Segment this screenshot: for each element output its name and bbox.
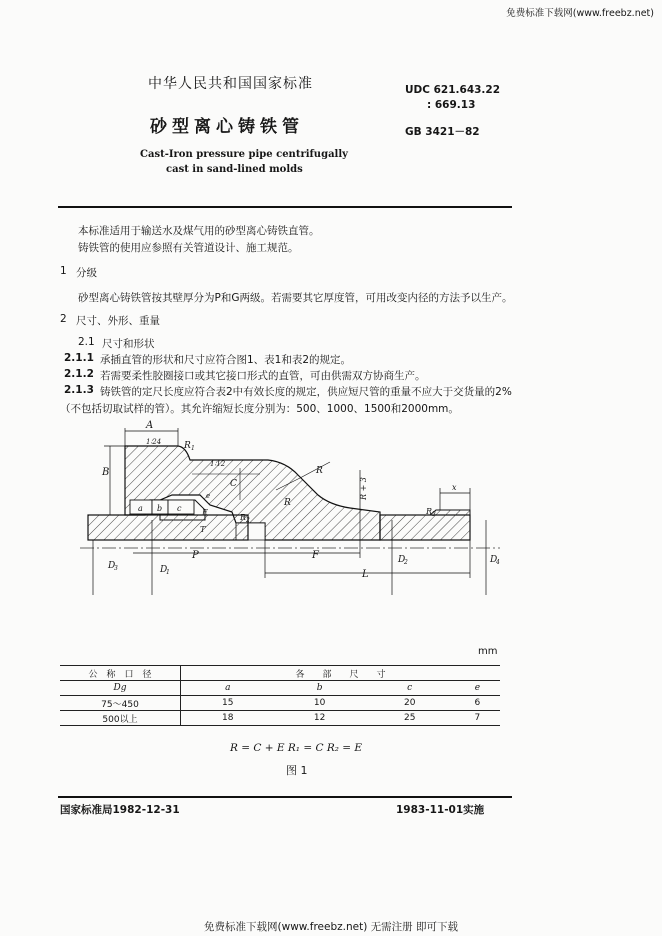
section-2-1-3-text-2: （不包括切取试样的管）。其允许缩短长度分别为：500、1000、1500和2000mm。 [60,403,459,415]
effective-date: 1983-11-01实施 [396,804,485,816]
figure-1-drawing [0,415,662,605]
table-cell-dg: 500以上 [60,711,181,726]
dim-label-R1-sub: 1 [191,445,195,452]
dim-label-R3-sub: 3 [432,511,436,518]
section-2-1-3-text: 铸铁管的定尺长度应符合表2中有效长度的规定，供应短尺管的重量不应大于交货量的2% [100,386,512,398]
section-2-number: 2 [60,313,67,325]
section-2-1-2-text: 若需要柔性胶圈接口或其它接口形式的直管，可由供需双方协商生产。 [100,370,426,382]
table-col-c: c [407,683,413,693]
table-cell-a: 18 [222,713,234,723]
table-cell-b: 12 [313,713,326,723]
figure-caption: 图 1 [286,764,308,777]
dim-label-R1: R [184,441,191,451]
section-2-1-1-text: 承插直管的形状和尺寸应符合图1、表1和表2的规定。 [100,354,352,366]
dim-label-B: B [102,467,110,478]
dim-label-R-plus-3: R + 3 [359,477,368,500]
country-standard: 中华人民共和国国家标准 [148,76,313,92]
dimension-table [60,665,500,726]
dim-label-D3-sub: 3 [114,565,118,572]
intro-paragraph-2: 铸铁管的使用应参照有关管道设计、施工规范。 [78,242,299,254]
dim-label-R2: R [240,513,247,522]
dim-label-D1-sub: 1 [166,569,170,576]
table-cell-e: 6 [474,698,481,708]
dim-label-R-outer: R [316,466,323,476]
table-header-nominal-diameter: 公 称 口 径 [60,666,181,681]
dim-label-C: C [230,479,237,489]
dim-label-D4-sub: 4 [496,559,500,566]
unit-label: mm [478,646,498,657]
figure-formula: R = C + E R₁ = C R₂ = E [230,742,363,754]
dim-label-c: c [177,504,182,513]
gb-number: GB 3421－82 [405,126,480,138]
dim-label-b: b [157,504,163,513]
table-row [60,711,500,726]
watermark-top: 免费标准下载网(www.freebz.net) [506,8,654,19]
section-2-title: 尺寸、外形、重量 [76,315,160,327]
section-1-title: 分级 [76,267,97,279]
table-col-a: a [225,683,231,693]
standard-title-cn: 砂型离心铸铁管 [150,117,304,137]
table-header-dimensions: 各 部 尺 寸 [295,669,386,680]
spigot-pipe-left [88,515,248,540]
table-cell-b: 10 [313,698,326,708]
section-1-text: 砂型离心铸铁管按其壁厚分为P和G两级。若需要其它厚度管，可用改变内径的方法予以生产。 [78,292,513,304]
dim-label-D2: D [398,555,406,565]
table-row [60,696,500,711]
table-col-b: b [316,683,323,693]
dim-label-A: A [146,420,154,431]
table-col-e: e [474,683,481,693]
table-cell-dg: 75～450 [60,696,181,711]
table-cell-c: 25 [403,713,416,723]
standard-title-en-2: cast in sand-lined molds [166,164,303,175]
dim-label-L: L [362,569,369,580]
section-2-1-1-number: 2.1.1 [64,352,94,364]
header-rule [58,206,512,208]
issuer-date: 国家标准局1982-12-31 [60,804,180,816]
udc-code: UDC 621.643.22 [405,84,501,96]
udc-code-2: : 669.13 [427,99,476,111]
table-cell-c: 20 [403,698,416,708]
dim-label-T: T [200,525,206,534]
dim-label-x: x [452,483,457,492]
footer-rule [58,796,512,798]
section-2-1-3-number: 2.1.3 [64,384,94,396]
standard-title-en-1: Cast-Iron pressure pipe centrifugally [140,149,348,160]
table-cell-e: 7 [474,713,481,723]
dim-label-R3: R [426,507,433,516]
section-2-1-number: 2.1 [78,336,95,348]
spigot-pipe-right [380,515,470,540]
dim-label-e: e [206,492,211,500]
dim-label-E: E [202,508,208,517]
table-col-dg: Dg [60,681,181,696]
dim-label-P: P [192,550,199,561]
intro-paragraph-1: 本标准适用于输送水及煤气用的砂型离心铸铁直管。 [78,225,320,237]
dim-label-F: F [312,550,319,561]
dim-label-D2-sub: 2 [404,559,408,566]
dim-label-taper-1-24: 1∶24 [146,438,162,446]
dim-label-R2-sub: 2 [246,517,250,524]
dim-label-a: a [138,504,143,513]
dim-label-R-inner: R [284,498,291,508]
watermark-bottom: 免费标准下载网(www.freebz.net) 无需注册 即可下载 [204,921,458,933]
table-cell-a: 15 [222,698,234,708]
dim-label-D3: D [108,561,116,571]
section-1-number: 1 [60,265,67,277]
section-2-1-title: 尺寸和形状 [102,338,155,350]
section-2-1-2-number: 2.1.2 [64,368,94,380]
dim-label-D1: D [160,565,168,575]
dim-label-taper-1-12: 1∶12 [210,460,226,468]
dim-label-D4: D [490,555,498,565]
